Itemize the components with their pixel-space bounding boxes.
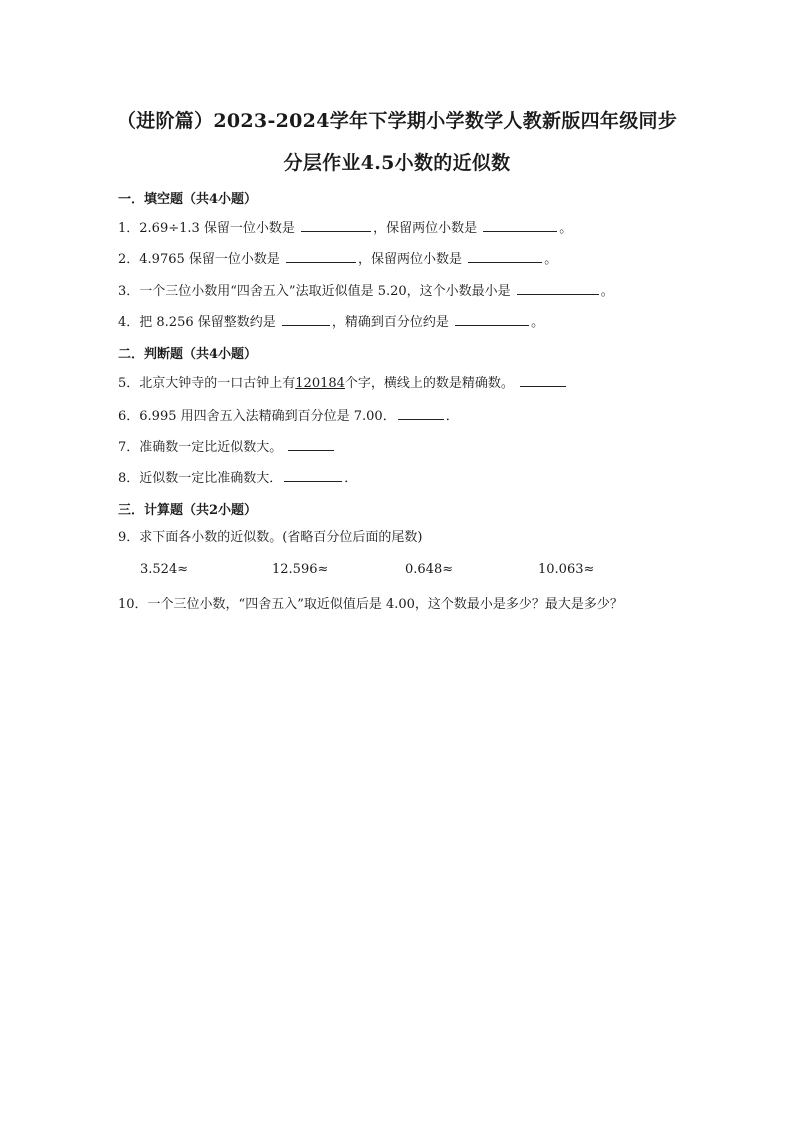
question-2-text-c: 。 — [544, 252, 558, 267]
question-4-text-b: ，精确到百分位约是 — [331, 315, 449, 330]
question-4-blank-1[interactable] — [282, 312, 330, 326]
question-5-underlined-number: 120184 — [295, 376, 345, 391]
question-1-blank-2[interactable] — [483, 218, 557, 232]
question-4-blank-2[interactable] — [455, 312, 529, 326]
question-10 — [118, 596, 623, 614]
question-7-blank-1[interactable] — [288, 437, 334, 451]
question-6 — [118, 406, 459, 426]
question-5-text-a: 5．北京大钟寺的一口古钟上有 — [118, 376, 296, 391]
question-8-text-a: 8．近似数一定比准确数大． — [118, 471, 283, 486]
question-5-text-b: 个字，横线上的数是精确数。 — [344, 376, 514, 391]
section-heading-true-false: 二．判断题（共4小题） — [118, 347, 258, 362]
question-9 — [118, 529, 422, 547]
question-2-blank-2[interactable] — [468, 249, 542, 263]
question-3-text-a: 3．一个三位小数用“四舍五入”法取近似值是 5.20，这个小数最小是 — [118, 284, 511, 299]
question-9-item-2: 12.596≈ — [272, 562, 329, 577]
question-7 — [118, 437, 336, 457]
question-1-text-b: ，保留两位小数是 — [373, 221, 478, 236]
section-heading-fill-in: 一．填空题（共4小题） — [118, 192, 258, 207]
question-8-blank-1[interactable] — [284, 468, 342, 482]
question-8-text-c: ． — [344, 471, 358, 486]
question-1 — [118, 218, 572, 238]
question-9-item-4: 10.063≈ — [538, 562, 595, 577]
question-9-text-a: 9．求下面各小数的近似数。(省略百分位后面的尾数) — [118, 530, 423, 545]
question-5 — [118, 373, 568, 393]
document-title-line-2: 分层作业4.5小数的近似数 — [283, 152, 511, 174]
question-2-text-a: 2．4.9765 保留一位小数是 — [118, 252, 280, 267]
question-2 — [118, 249, 557, 269]
question-2-text-b: ，保留两位小数是 — [358, 252, 463, 267]
question-4-text-c: 。 — [531, 315, 545, 330]
document-title-line-1: （进阶篇）2023-2024学年下学期小学数学人教新版四年级同步 — [116, 110, 678, 132]
question-3 — [118, 281, 614, 301]
section-heading-calculation: 三．计算题（共2小题） — [118, 503, 258, 518]
question-1-text-c: 。 — [559, 221, 573, 236]
question-4 — [118, 312, 544, 332]
question-6-text-c: ． — [445, 409, 459, 424]
question-8 — [118, 468, 357, 488]
question-7-text-a: 7．准确数一定比近似数大。 — [118, 440, 283, 455]
question-4-text-a: 4．把 8.256 保留整数约是 — [118, 315, 276, 330]
question-6-text-a: 6．6.995 用四舍五入法精确到百分位是 7.00． — [118, 409, 396, 424]
question-2-blank-1[interactable] — [286, 249, 356, 263]
question-1-text-a: 1．2.69÷1.3 保留一位小数是 — [118, 221, 295, 236]
question-5-blank-1[interactable] — [520, 373, 566, 387]
question-6-blank-1[interactable] — [398, 406, 444, 420]
question-3-blank-1[interactable] — [517, 281, 599, 295]
question-9-item-3: 0.648≈ — [405, 562, 454, 577]
question-9-item-1: 3.524≈ — [140, 562, 189, 577]
question-1-blank-1[interactable] — [301, 218, 371, 232]
question-3-text-c: 。 — [600, 284, 614, 299]
question-10-text-a: 10．一个三位小数，“四舍五入”取近似值后是 4.00，这个数最小是多少？最大是多少？ — [118, 597, 623, 612]
